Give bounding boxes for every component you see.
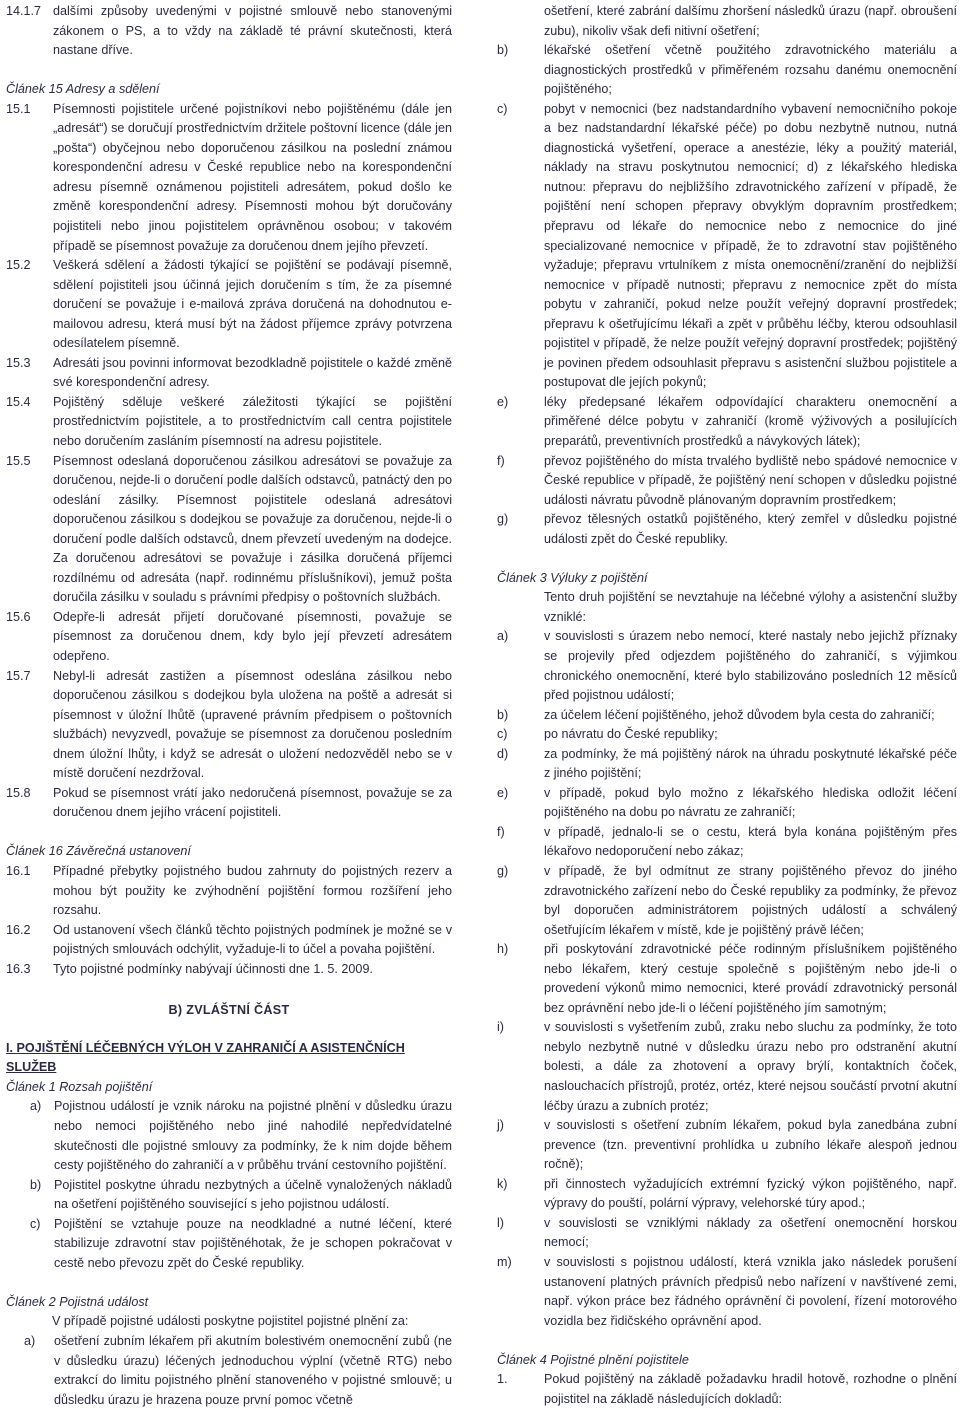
clause-number: 16.3 [6,961,31,976]
list-item [30,1097,452,1175]
clause-text: Pojištěný sděluje veškeré záležitosti týkající se pojištění prostřednictvím pojistitele, a to prostřednictvím call centra pojistitele nebo doručením zasláním písemností na adresu pojistitele. [53,394,452,448]
clause-number: 14.1.7 [6,4,42,18]
article-2-items [497,41,957,549]
clause-number: 16.1 [6,863,31,878]
item-letter: c) [497,101,508,116]
list-item [497,1253,957,1331]
item-letter: b) [497,43,509,58]
item-text: po návratu do České republiky; [544,727,718,742]
list-item [497,1214,957,1253]
clause-16-1 [6,862,452,921]
list-item [497,1018,957,1116]
item-letter: j) [497,1118,504,1133]
item-text: při poskytování zdravotnické péče rodinným příslušníkem pojištěného nebo lékařem, který cestuje společně s pojištěným nebo jde-li o provedení výkonů mimo nemocnici, které provádí zdravotnický personál bez oprávnění nebo jde-li o léčení pojištěného jím samotným; [544,942,957,1015]
item-letter: h) [497,942,509,957]
list-item [497,1116,957,1175]
article-4-heading: Článek 4 Pojistné plnění pojistitele [497,1352,689,1367]
clause-number: 15.1 [6,101,31,116]
item-text: v souvislosti s ošetření zubním lékařem, pokud byla zanedbána zubní prevence (tzn. preventivní prohlídka u zubního lékaře alespoň jednou ročně); [544,1118,957,1172]
clause-16-3 [6,960,452,980]
item-letter: g) [497,864,509,879]
list-item [497,627,957,705]
list-item [497,1175,957,1214]
clause-text: Adresáti jsou povinni informovat bezodkladně pojistitele o každé změně své korespondenční adresy. [53,355,452,390]
article-16-body [6,862,452,979]
item-letter: d) [497,746,509,761]
chapter-1-title: I. POJIŠTĚNÍ LÉČEBNÝCH VÝLOH V ZAHRANIČÍ A ASISTENČNÍCH SLUŽEB [6,1040,405,1075]
item-letter: i) [497,1020,504,1035]
clause-number: 15.5 [6,453,31,468]
list-item [24,1332,452,1410]
clause-number: 15.2 [6,258,31,273]
list-item [497,784,957,823]
left-column [6,2,452,1410]
item-text: převoz tělesných ostatků pojištěného, který zemřel v důsledku pojistné události zpět do České republiky. [544,512,957,546]
clause-text: Písemnost odeslaná doporučenou zásilkou adresátovi se považuje za doručenou, nejde-li o doručení podle dalších odstavců, patnáctý den po odeslání zásilky. Písemnost pojistitele odeslaná adresátovi doporučenou zásilkou s dodejkou se považuje za doručenou, nejde-li o doručení podle dalších odstavců, dnem převzetí uvedeným na dodejce. Za doručenou adresátovi se považuje i zásilka doručená příjemci rozdílnému od adresáta (např. rodinnému příslušníkovi), jemuž pošta doručila zásilku v souladu s právními předpisy o poštovních službách. [53,453,452,605]
item-letter: b) [497,707,509,722]
list-item [497,100,957,393]
item-text: převoz pojištěného do místa trvalého bydliště nebo spádové nemocnice v České republice v případě, že pojištěný není schopen v důsledku pojistné události návratu původně plánovaným dopravním prostředkem; [544,453,957,507]
article-15-body [6,100,452,823]
item-letter: e) [497,785,509,800]
clause-14-1-7 [6,2,452,61]
item-text: lékařské ošetření včetně použitého zdravotnického materiálu a diagnostických prostředků v přiměřeném rozsahu danému onemocnění pojištěného; [544,43,957,97]
clause-text: Od ustanovení všech článků těchto pojistných podmínek je možné se v pojistných smlouvách odchýlit, vyžaduje-li to účel a povaha pojištění. [53,922,452,957]
item-text: v případě, že byl odmítnut ze strany pojištěného převoz do jiného zdravotnického zařízení nebo do České republiky za podmínky, že převoz byl doporučen administrátorem pojistných událostí a schválený ošetřujícím lékařem v místě, kde je pojištěný právě léčen; [544,864,957,937]
article-16-heading: Článek 16 Závěrečná ustanovení [6,844,191,859]
item-text: Pokud pojištěný na základě požadavku hradil hotově, rozhodne o plnění pojistitel na základě následujících dokladů: [544,1372,957,1406]
item-text: Pojištění se vztahuje pouze na neodkladné a nutné léčení, které stabilizuje zdravotní stav pojištěnéhotak, že je schopen pokračovat v cestě nebo převozu zpět do České republiky. [54,1216,452,1270]
item-letter: m) [497,1254,512,1269]
clause-text: Odepře-li adresát přijetí doručované písemnosti, považuje se písemnost za doručenou dnem, kdy bylo její převzetí adresátem odepřeno. [53,609,452,663]
item-text: ošetření zubním lékařem při akutním bolestivém onemocnění zubů (ne v důsledku úrazu) léčených jednoduchou výplní (včetně RTG) nebo extrakcí do limitu pojistného plnění stanoveného v pojistné smlouvě; u důsledku úrazu je hrazena pouze první pomoc včetně [54,1333,452,1407]
list-item [497,510,957,549]
list-item [497,393,957,452]
article-1-heading: Článek 1 Rozsah pojištění [6,1079,153,1094]
clause-15-8 [6,784,452,823]
article-2-intro: V případě pojistné události poskytne pojistitel pojistné plnění za: [52,1314,409,1329]
clause-number: 15.6 [6,609,31,624]
item-text: v souvislosti se vzniklými náklady za ošetření onemocnění horskou nemocí; [544,1215,957,1250]
clause-text: Případné přebytky pojistného budou zahrnuty do pojistných rezerv a mohou být použity ke zvýhodnění pojištění formou rozšíření jeho rozsahu. [53,863,452,918]
item-letter: a) [497,629,509,644]
clause-text: Pokud se písemnost vrátí jako nedoručená písemnost, považuje se za doručenou dnem jejího vrácení pojistiteli. [53,785,452,820]
item-letter: f) [497,453,505,468]
item-letter: a) [24,1333,36,1348]
item-text: v souvislosti s vyšetřením zubů, zraku nebo sluchu za podmínky, že toto nebylo nezbytně nutné v důsledku úrazu nebo pro odstranění akutní bolesti, a dále za zhotovení a opravy brýlí, kontaktních čoček, naslouchacích přístrojů, protéz, ortéz, které nejsou součástí prvotní akutní léčby úrazu a zubních protéz; [544,1020,957,1113]
article-3-heading: Článek 3 Výluky z pojištění [497,570,648,585]
article-1-body [6,1097,452,1273]
item-letter: k) [497,1176,508,1191]
item-text: Pojistnou událostí je vznik nároku na pojistné plnění v důsledku úrazu nebo nemoci pojištěného nebo jiné nahodilé nepředvídatelné skutečnosti dle pojistné smlouvy za podmínky, že k nim dojde během cesty pojištěného do zahraničí a v průběhu trvání cestovního pojištění. [54,1099,452,1173]
item-text: v případě, jednalo-li se o cestu, která byla konána pojištěným přes lékařovo nedoporučení nebo zákaz; [544,824,957,859]
clause-number: 15.3 [6,355,31,370]
item-letter: c) [30,1216,41,1231]
item-letter: c) [497,727,508,742]
item-text: v souvislosti s úrazem nebo nemocí, které nastaly nebo jejichž příznaky se projevily před odjezdem pojištěného do zahraničí, s výjimkou chronického onemocnění, které bylo stabilizováno posledních 12 měsíců před pojistnou událostí; [544,629,957,703]
list-item [497,1370,957,1409]
item-letter: e) [497,394,509,409]
clause-text: dalšími způsoby uvedenými v pojistné smlouvě nebo stanovenými zákonem o PS, a to vždy na základě té právní skutečnosti, která nastane dříve. [53,4,452,58]
article-3-intro: Tento druh pojištění se nevztahuje na léčebné výlohy a asistenční služby vzniklé: [544,590,957,624]
item-text: v případě, pokud bylo možno z lékařského hlediska odložit léčení pojištěného na dobu po návratu ze zahraničí; [544,785,957,820]
clause-15-5 [6,452,452,608]
clause-text: Veškerá sdělení a žádosti týkající se pojištění se podávají písemně, sdělení pojistiteli jsou účinná jejich doručením s tím, že za písemné doručení se považuje i e-mailová zpráva doručená na dohodnutou e-mailovou adresu, která musí být na žádost příjemce zprávy potvrzena odesílatelem písemně. [53,258,452,351]
article-2-heading: Článek 2 Pojistná událost [6,1294,149,1309]
list-item [497,452,957,511]
clause-text: Tyto pojistné podmínky nabývají účinnosti dne 1. 5. 2009. [53,961,373,976]
list-item [497,823,957,862]
item-text: za účelem léčení pojištěného, jehož důvodem byla cesta do zahraničí; [544,707,935,722]
list-item [497,41,957,100]
list-item [497,745,957,784]
list-item [497,862,957,940]
list-item [497,725,957,745]
item-letter: b) [30,1177,42,1192]
item-text: v souvislosti s pojistnou událostí, která vznikla jako následek porušení ustanovení platných právních předpisů nebo nařízení v navštívené zemi, např. výkon práce bez řádného oprávnění či povolení, řízení motorového vozidla bez řidičského oprávnění apod. [544,1254,957,1328]
article-15-heading: Článek 15 Adresy a sdělení [6,82,160,97]
item-text: léky předepsané lékařem odpovídající charakteru onemocnění a přiměřené délce pobytu v zahraničí (kromě výživových a posilujících preparátů, preventivních prostředků a návykových látek); [544,394,957,449]
part-b-title: B) ZVLÁŠTNÍ ČÁST [168,1003,290,1018]
list-item [497,940,957,1018]
clause-number: 16.2 [6,922,31,937]
item-letter: a) [30,1099,42,1114]
article-3-items [497,627,957,1331]
clause-number: 15.7 [6,668,31,683]
clause-text: Nebyl-li adresát zastižen a písemnost odeslána zásilkou nebo doporučenou zásilkou s dodejkou byla uložena na poště a adresát si písemnost v úložní lhůtě (upravené právním předpisem o poštovních službách) nevyzvedl, považuje se písemnost za doručenou posledním dnem úložní lhůty, i když se adresát o uložení nedozvěděl nebo se v místě doručení nezdržoval. [53,668,452,781]
list-item [497,706,957,726]
clause-number: 15.4 [6,394,31,409]
clause-text: Písemnosti pojistitele určené pojistníkovi nebo pojištěnému (dále jen „adresát“) se doručují prostřednictvím držitele poštovní licence (dále jen „pošta“) obyčejnou nebo doporučenou zásilkou na poslední známou korespondenční adresu v České republice nebo na korespondenční adresu písemně oznámenou pojistiteli adresátem, pokud došlo ke změně korespondenční adresy. Písemnosti mohou být doručovány pojistiteli nebo jinou pojistitelem oprávněnou osobou; v takovém případě se písemnost považuje za doručenou dnem jejího převzetí. [53,101,452,253]
clause-15-2 [6,256,452,354]
item-text: pobyt v nemocnici (bez nadstandardního vybavení nemocničního pokoje a bez nadstandardní lékařské péče) po dobu nezbytně nutnou, nutná diagnostická vyšetření, operace a anestézie, léky a použitý materiál, náklady na stravu poskytnutou nemocnicí; d) z lékařského hlediska nutnou: přepravu do nejbližšího zdravotnického zařízení v případě, že pojištění není schopen přepravy obvyklým dopravním prostředkem; přepravu od lékaře do nemocnice nebo z nemocnice do jiné specializované nemocnice v případě, že to zdravotní stav pojištěného vyžaduje; přepravu vrtulníkem z místa onemocnění/zranění do nejbližší nemocnice v případě nutnosti; přepravu z nemocnice zpět do místa pobytu v zahraničí, pokud nelze použít veřejný dopravní prostředek; přepravu k ošetřujícímu lékaři a zpět v průběhu léčby, kterou odsouhlasil pojistitel v případě, že nelze použít veřejný dopravní prostředek; pojištěný je povinen předem odsouhlasit přepravu s asistenční službou pojistitele a postupovat dle jejích pokynů; [544,101,957,390]
clause-16-2 [6,921,452,960]
item-number: 1. [497,1372,508,1387]
list-item [30,1215,452,1274]
item-letter: g) [497,512,509,527]
item-text: za podmínky, že má pojištěný nárok na úhradu poskytnuté lékařské péče z jiného pojištění; [544,746,957,781]
item-letter: l) [497,1215,504,1230]
clause-15-7 [6,667,452,784]
clause-15-4 [6,393,452,452]
item-text: Pojistitel poskytne úhradu nezbytných a účelně vynaložených nákladů na ošetření pojištěného související s jeho pojistnou událostí. [54,1177,452,1212]
clause-15-3 [6,354,452,393]
list-item [30,1176,452,1215]
clause-15-1 [6,100,452,256]
item-text: při činnostech vyžadujících extrémní fyzický výkon pojištěného, např. výpravy do pouští, polární výpravy, velehorské túry apod.; [544,1176,957,1211]
item-letter: f) [497,824,505,839]
clause-15-6 [6,608,452,667]
article-2-continuation: ošetření, které zabrání dalšímu zhoršení následků úrazu (např. obroušení zubu), nikoliv však defi nitivní ošetření; [544,4,957,38]
right-column [497,2,957,1409]
clause-number: 15.8 [6,785,31,800]
